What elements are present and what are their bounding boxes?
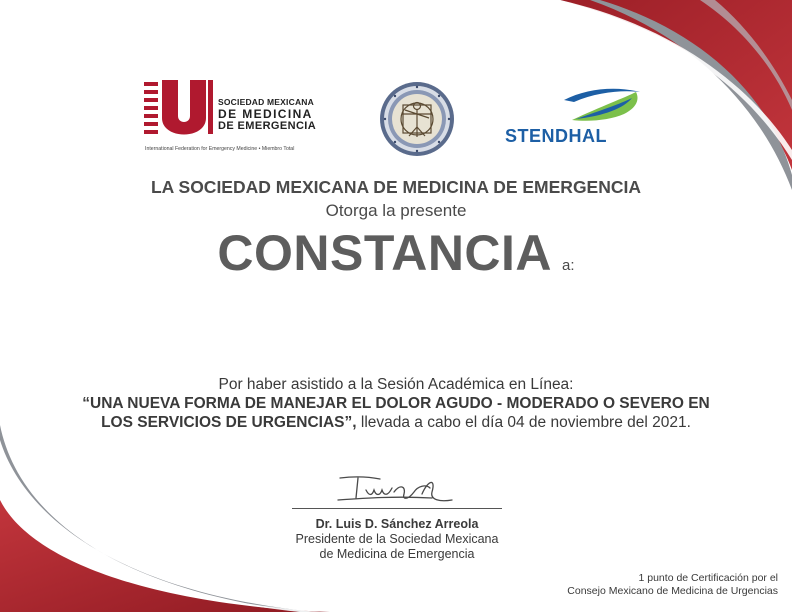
stendhal-swoosh-icon <box>562 86 642 126</box>
document-type-row <box>0 224 792 282</box>
smme-logo <box>144 80 334 156</box>
smme-u-mark-icon <box>144 80 214 138</box>
session-title-line-2-row <box>80 413 712 432</box>
signer-role-line-1: Presidente de la Sociedad Mexicana <box>295 532 499 546</box>
stendhal-logo <box>502 86 642 148</box>
grants-text: Otorga la presente <box>325 201 467 220</box>
smme-line-1: SOCIEDAD MEXICANA <box>218 97 314 107</box>
stendhal-name: STENDHAL <box>505 126 607 146</box>
signature-line <box>292 508 502 509</box>
recipient-prefix: a: <box>562 257 575 274</box>
body-intro: Por haber asistido a la Sesión Académica en Línea: <box>218 376 574 393</box>
session-title-line-2: LOS SERVICIOS DE URGENCIAS”, <box>101 414 357 431</box>
vitruvian-seal-icon <box>379 81 455 157</box>
certification-line-1: 1 punto de Certificación por el <box>638 572 778 584</box>
certificate-body <box>80 375 712 432</box>
smme-logo-text <box>218 96 316 132</box>
document-type-title: CONSTANCIA <box>217 225 553 281</box>
signature-icon <box>336 472 456 508</box>
signer-name: Dr. Luis D. Sánchez Arreola <box>315 517 479 531</box>
smme-line-2: DE MEDICINA <box>218 107 313 121</box>
organization-title: LA SOCIEDAD MEXICANA DE MEDICINA DE EMERGENCIA <box>150 177 642 197</box>
session-title-line-1: “UNA NUEVA FORMA DE MANEJAR EL DOLOR AGUDO - MODERADO O SEVERO EN <box>82 395 710 412</box>
session-date: llevada a cabo el día 04 de noviembre del 2021. <box>356 414 691 431</box>
smme-line-3: DE EMERGENCIA <box>218 120 317 132</box>
certification-note <box>567 572 778 598</box>
certification-line-2: Consejo Mexicano de Medicina de Urgencias <box>567 585 778 597</box>
smme-subtitle: International Federation for Emergency Medicine • Miembro Total <box>145 146 295 152</box>
signer-role-line-2: de Medicina de Emergencia <box>319 547 475 561</box>
signer-block <box>260 517 534 562</box>
